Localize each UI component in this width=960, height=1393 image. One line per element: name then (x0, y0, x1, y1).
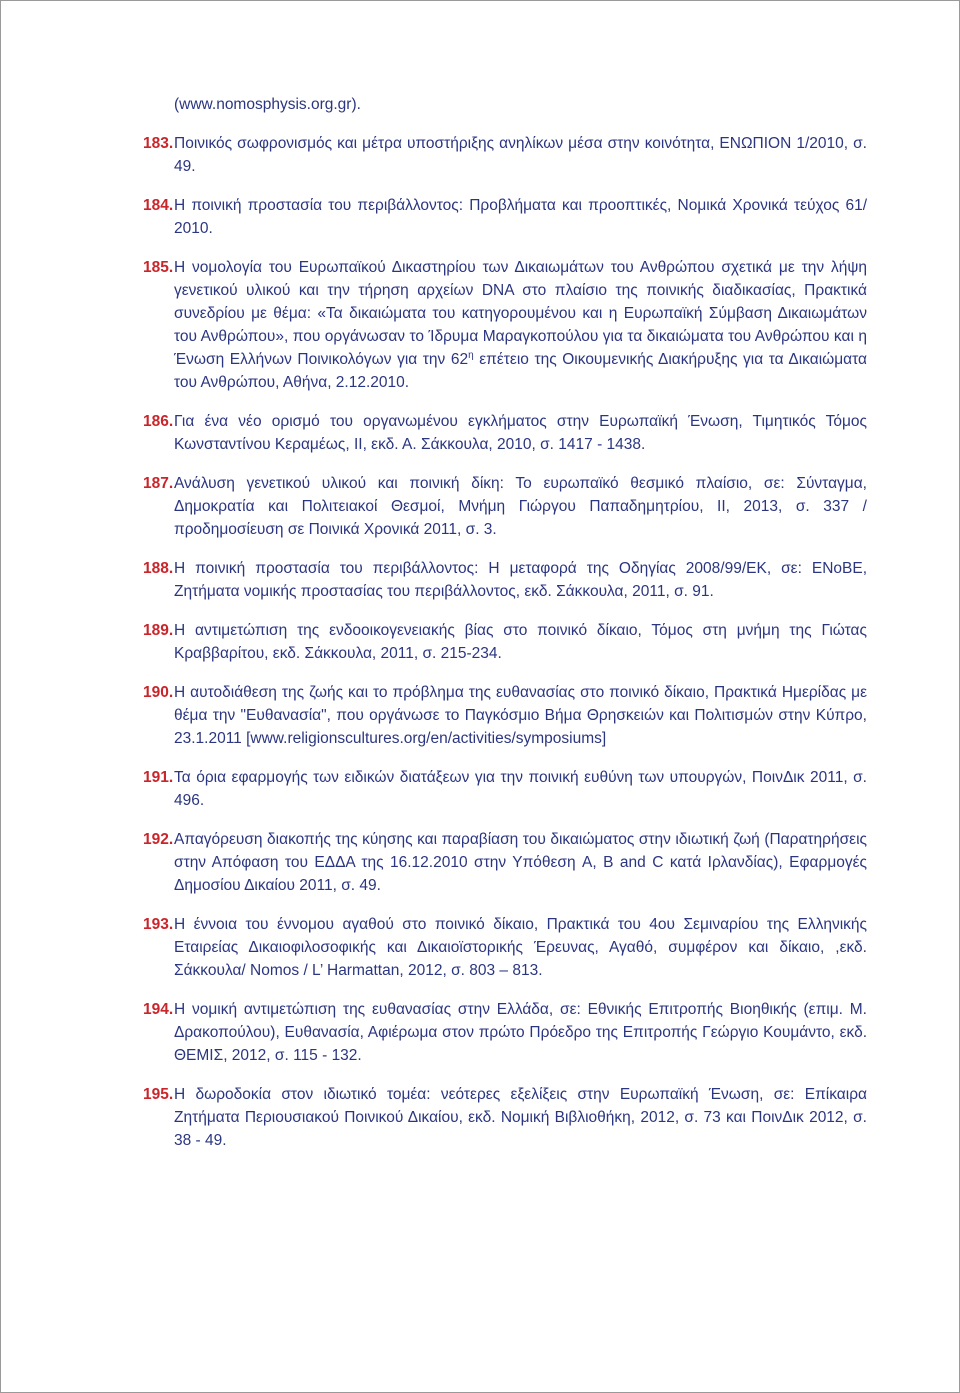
entry-text: Ανάλυση γενετικού υλικού και ποινική δίκη: Το ευρωπαϊκό θεσμικό πλαίσιο, σε: Σύνταγμα, Δημοκρατία και Πολιτειακοί Θεσμοί, Μνήμη Γιώργου Παπαδημητρίου, ΙΙ, 2013, σ. 337 / προδημοσίευση σε Ποινικά Χρονικά 2011, σ. 3. (174, 475, 867, 538)
entry-number: 193. (143, 916, 174, 933)
bibliography-entry-190 (143, 681, 867, 750)
entry-number: 187. (143, 475, 174, 492)
entry-number: 195. (143, 1086, 174, 1103)
entry-text: Η ποινική προστασία του περιβάλλοντος: Η μεταφορά της Οδηγίας 2008/99/ΕΚ, σε: ΕΝοΒΕ, Ζητήματα νομικής προστασίας του περιβάλλοντος, εκδ. Σάκκουλα, 2011, σ. 91. (174, 560, 867, 600)
entry-number: 183. (143, 135, 174, 152)
entry-text: Ποινικός σωφρονισμός και μέτρα υποστήριξης ανηλίκων μέσα στην κοινότητα, ΕΝΩΠΙΟΝ 1/2010, σ. 49. (174, 135, 867, 175)
bibliography-entry-184 (143, 194, 867, 240)
entry-text: Η έννοια του έννομου αγαθού στο ποινικό δίκαιο, Πρακτικά του 4ου Σεμιναρίου της Ελληνικής Εταιρείας Δικαιοφιλοσοφικής και Δικαιοϊστορικής Έρευνας, Αγαθό, συμφέρον και δίκαιο, ,εκδ. Σάκκουλα/ Nomos / L’ Harmattan, 2012, σ. 803 – 813. (174, 916, 867, 979)
entry-text: Η δωροδοκία στον ιδιωτικό τομέα: νεότερες εξελίξεις στην Ευρωπαϊκή Ένωση, σε: Επίκαιρα Ζητήματα Περιουσιακού Ποινικού Δικαίου, εκδ. Νομική Βιβλιοθήκη, 2012, σ. 73 και ΠοινΔικ 2012, σ. 38 - 49. (174, 1086, 867, 1149)
entry-text: Για ένα νέο ορισμό του οργανωμένου εγκλήματος στην Ευρωπαϊκή Ένωση, Τιμητικός Τόμος Κωνσταντίνου Κεραμέως, ΙΙ, εκδ. Α. Σάκκουλα, 2010, σ. 1417 - 1438. (174, 413, 867, 453)
entry-text: Τα όρια εφαρμογής των ειδικών διατάξεων για την ποινική ευθύνη των υπουργών, ΠοινΔικ 2011, σ. 496. (174, 769, 867, 809)
url-continuation: (www.nomosphysis.org.gr). (174, 96, 361, 113)
entry-number: 186. (143, 413, 174, 430)
entry-number: 188. (143, 560, 174, 577)
bibliography-entry-188 (143, 557, 867, 603)
entry-text: Η αυτοδιάθεση της ζωής και το πρόβλημα της ευθανασίας στο ποινικό δίκαιο, Πρακτικά Ημερίδας με θέμα την "Ευθανασία", που οργάνωσε το Παγκόσμιο Βήμα Θρησκειών και Πολιτισμών στην Κύπρο, 23.1.2011 [www.religionscultures.org/en/activities/symposiums] (174, 684, 867, 747)
entry-number: 192. (143, 831, 174, 848)
entry-text: Η νομική αντιμετώπιση της ευθανασίας στην Ελλάδα, σε: Εθνικής Επιτροπής Βιοηθικής (επιμ. Μ. Δρακοπούλου), Ευθανασία, Αφιέρωμα στον πρώτο Πρόεδρο της Επιτροπής Γεώργιο Κουμάντο, εκδ. ΘΕΜΙΣ, 2012, σ. 115 - 132. (174, 1001, 867, 1064)
bibliography-entry-183 (143, 132, 867, 178)
entry-number: 189. (143, 622, 174, 639)
bibliography-entry-192 (143, 828, 867, 897)
bibliography-entry-186 (143, 410, 867, 456)
bibliography-entry-189 (143, 619, 867, 665)
entry-text-part-a: Η νομολογία του Ευρωπαϊκού Δικαστηρίου των Δικαιωμάτων του Ανθρώπου σχετικά με την λήψη γενετικού υλικού και την τήρηση αρχείων DNA στο πλαίσιο της ποινικής διαδικασίας, Πρακτικά συνεδρίου με θέμα: «Τα δικαιώματα του κατηγορουμένου και η Ευρωπαϊκή Σύμβαση Δικαιωμάτων του Ανθρώπου», που οργάνωσαν το Ίδρυμα Μαραγκοπούλου για τα δικαιώματα του Ανθρώπου και η Ένωση Ελλήνων Ποινικολόγων για την 62 (174, 259, 867, 368)
bibliography-list (143, 93, 867, 1168)
entry-text-part-b: επέτειο της Οικουμενικής Διακήρυξης για τα Δικαιώματα του Ανθρώπου, Αθήνα, 2.12.2010. (174, 351, 867, 391)
entry-text (174, 256, 867, 394)
entry-text: Η ποινική προστασία του περιβάλλοντος: Προβλήματα και προοπτικές, Νομικά Χρονικά τεύχος 61/ 2010. (174, 197, 867, 237)
entry-number: 194. (143, 1001, 174, 1018)
bibliography-entry-191 (143, 766, 867, 812)
bibliography-entry-187 (143, 472, 867, 541)
entry-number: 191. (143, 769, 174, 786)
bibliography-entry-195 (143, 1083, 867, 1152)
entry-text: Η αντιμετώπιση της ενδοοικογενειακής βίας στο ποινικό δίκαιο, Τόμος στη μνήμη της Γιώτας Κραββαρίτου, εκδ. Σάκκουλα, 2011, σ. 215-234. (174, 622, 867, 662)
bibliography-entry-194 (143, 998, 867, 1067)
ordinal-superscript: η (468, 349, 474, 361)
entry-number: 185. (143, 259, 174, 276)
bibliography-entry-193 (143, 913, 867, 982)
entry-text: Απαγόρευση διακοπής της κύησης και παραβίαση του δικαιώματος στην ιδιωτική ζωή (Παρατηρήσεις στην Απόφαση του ΕΔΔΑ της 16.12.2010 στην Υπόθεση A, B and C κατά Ιρλανδίας), Εφαρμογές Δημοσίου Δικαίου 2011, σ. 49. (174, 831, 867, 894)
entry-number: 184. (143, 197, 174, 214)
bibliography-entry-185 (143, 256, 867, 394)
entry-number: 190. (143, 684, 174, 701)
